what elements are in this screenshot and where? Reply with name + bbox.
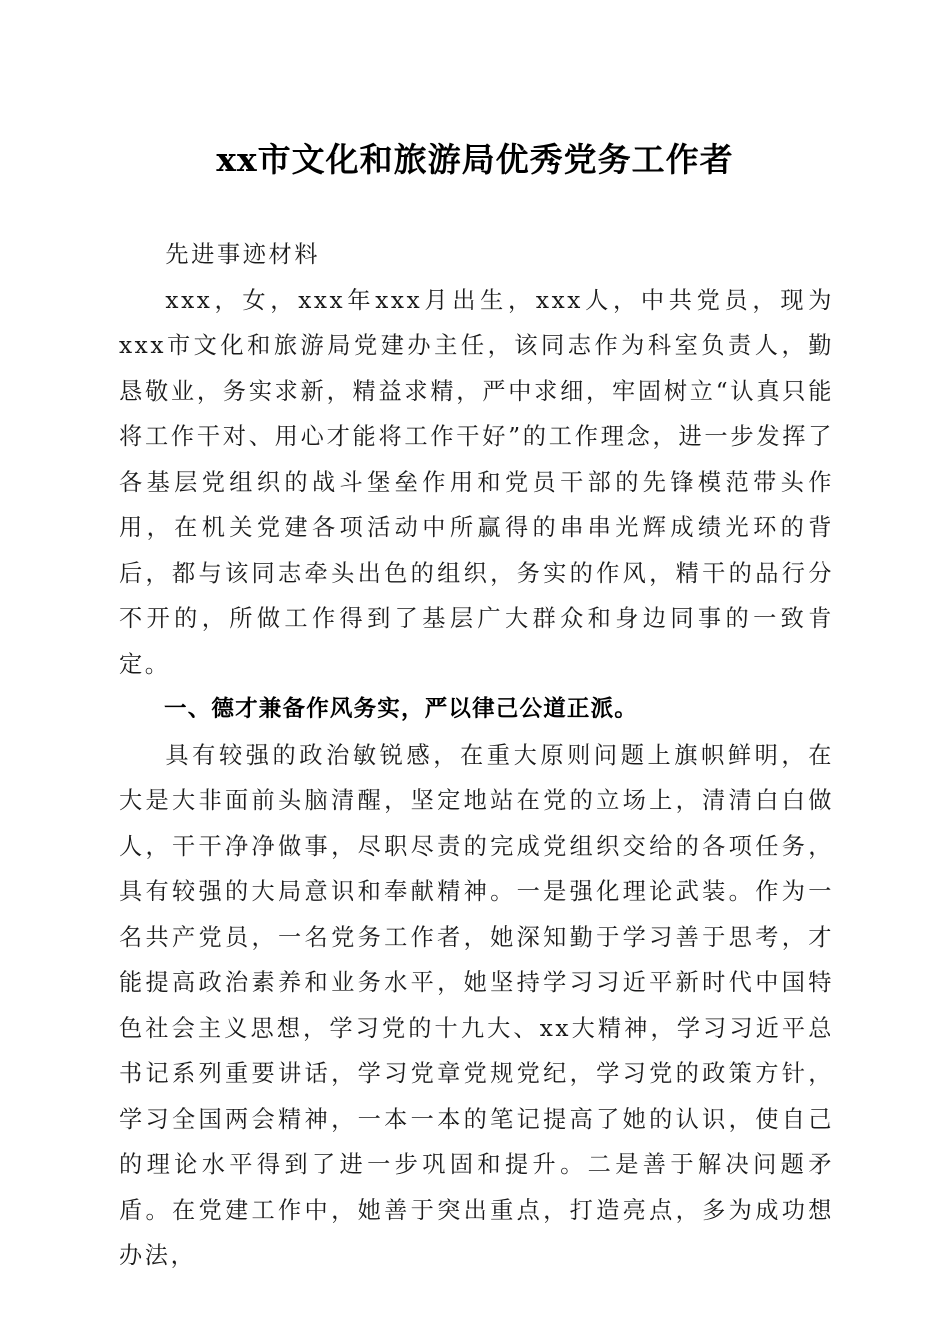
document-subtitle: 先进事迹材料 bbox=[165, 241, 321, 268]
document-body bbox=[119, 232, 834, 1279]
section-paragraph: 具有较强的政治敏锐感，在重大原则问题上旗帜鲜明，在大是大非面前头脑清醒，坚定地站在党的立场上，清清白白做人，干干净净做事，尽职尽责的完成党组织交给的各项任务，具有较强的大局意识和奉献精神。一是强化理论武装。作为一名共产党员，一名党务工作者，她深知勤于学习善于思考，才能提高政治素养和业务水平，她坚持学习习近平新时代中国特色社会主义思想，学习党的十九大、xx大精神，学习习近平总书记系列重要讲话，学习党章党规党纪，学习党的政策方针，学习全国两会精神，一本一本的笔记提高了她的认识，使自己的理论水平得到了进一步巩固和提升。二是善于解决问题矛盾。在党建工作中，她善于突出重点，打造亮点，多为成功想办法， bbox=[119, 741, 834, 1269]
section-heading: 一、德才兼备作风务实，严以律己公道正派。 bbox=[164, 696, 639, 722]
document-title: xx市文化和旅游局优秀党务工作者 bbox=[216, 140, 734, 179]
intro-paragraph: xxx，女，xxx年xxx月出生，xxx人，中共党员，现为xxx市文化和旅游局党建办主任，该同志作为科室负责人，勤恳敬业，务实求新，精益求精，严中求细，牢固树立“认真只能将工作干对、用心才能将工作干好”的工作理念，进一步发挥了各基层党组织的战斗堡垒作用和党员干部的先锋模范带头作用，在机关党建各项活动中所赢得的串串光辉成绩光环的背后，都与该同志牵头出色的组织，务实的作风，精干的品行分不开的，所做工作得到了基层广大群众和身边同事的一致肯定。 bbox=[119, 286, 834, 678]
